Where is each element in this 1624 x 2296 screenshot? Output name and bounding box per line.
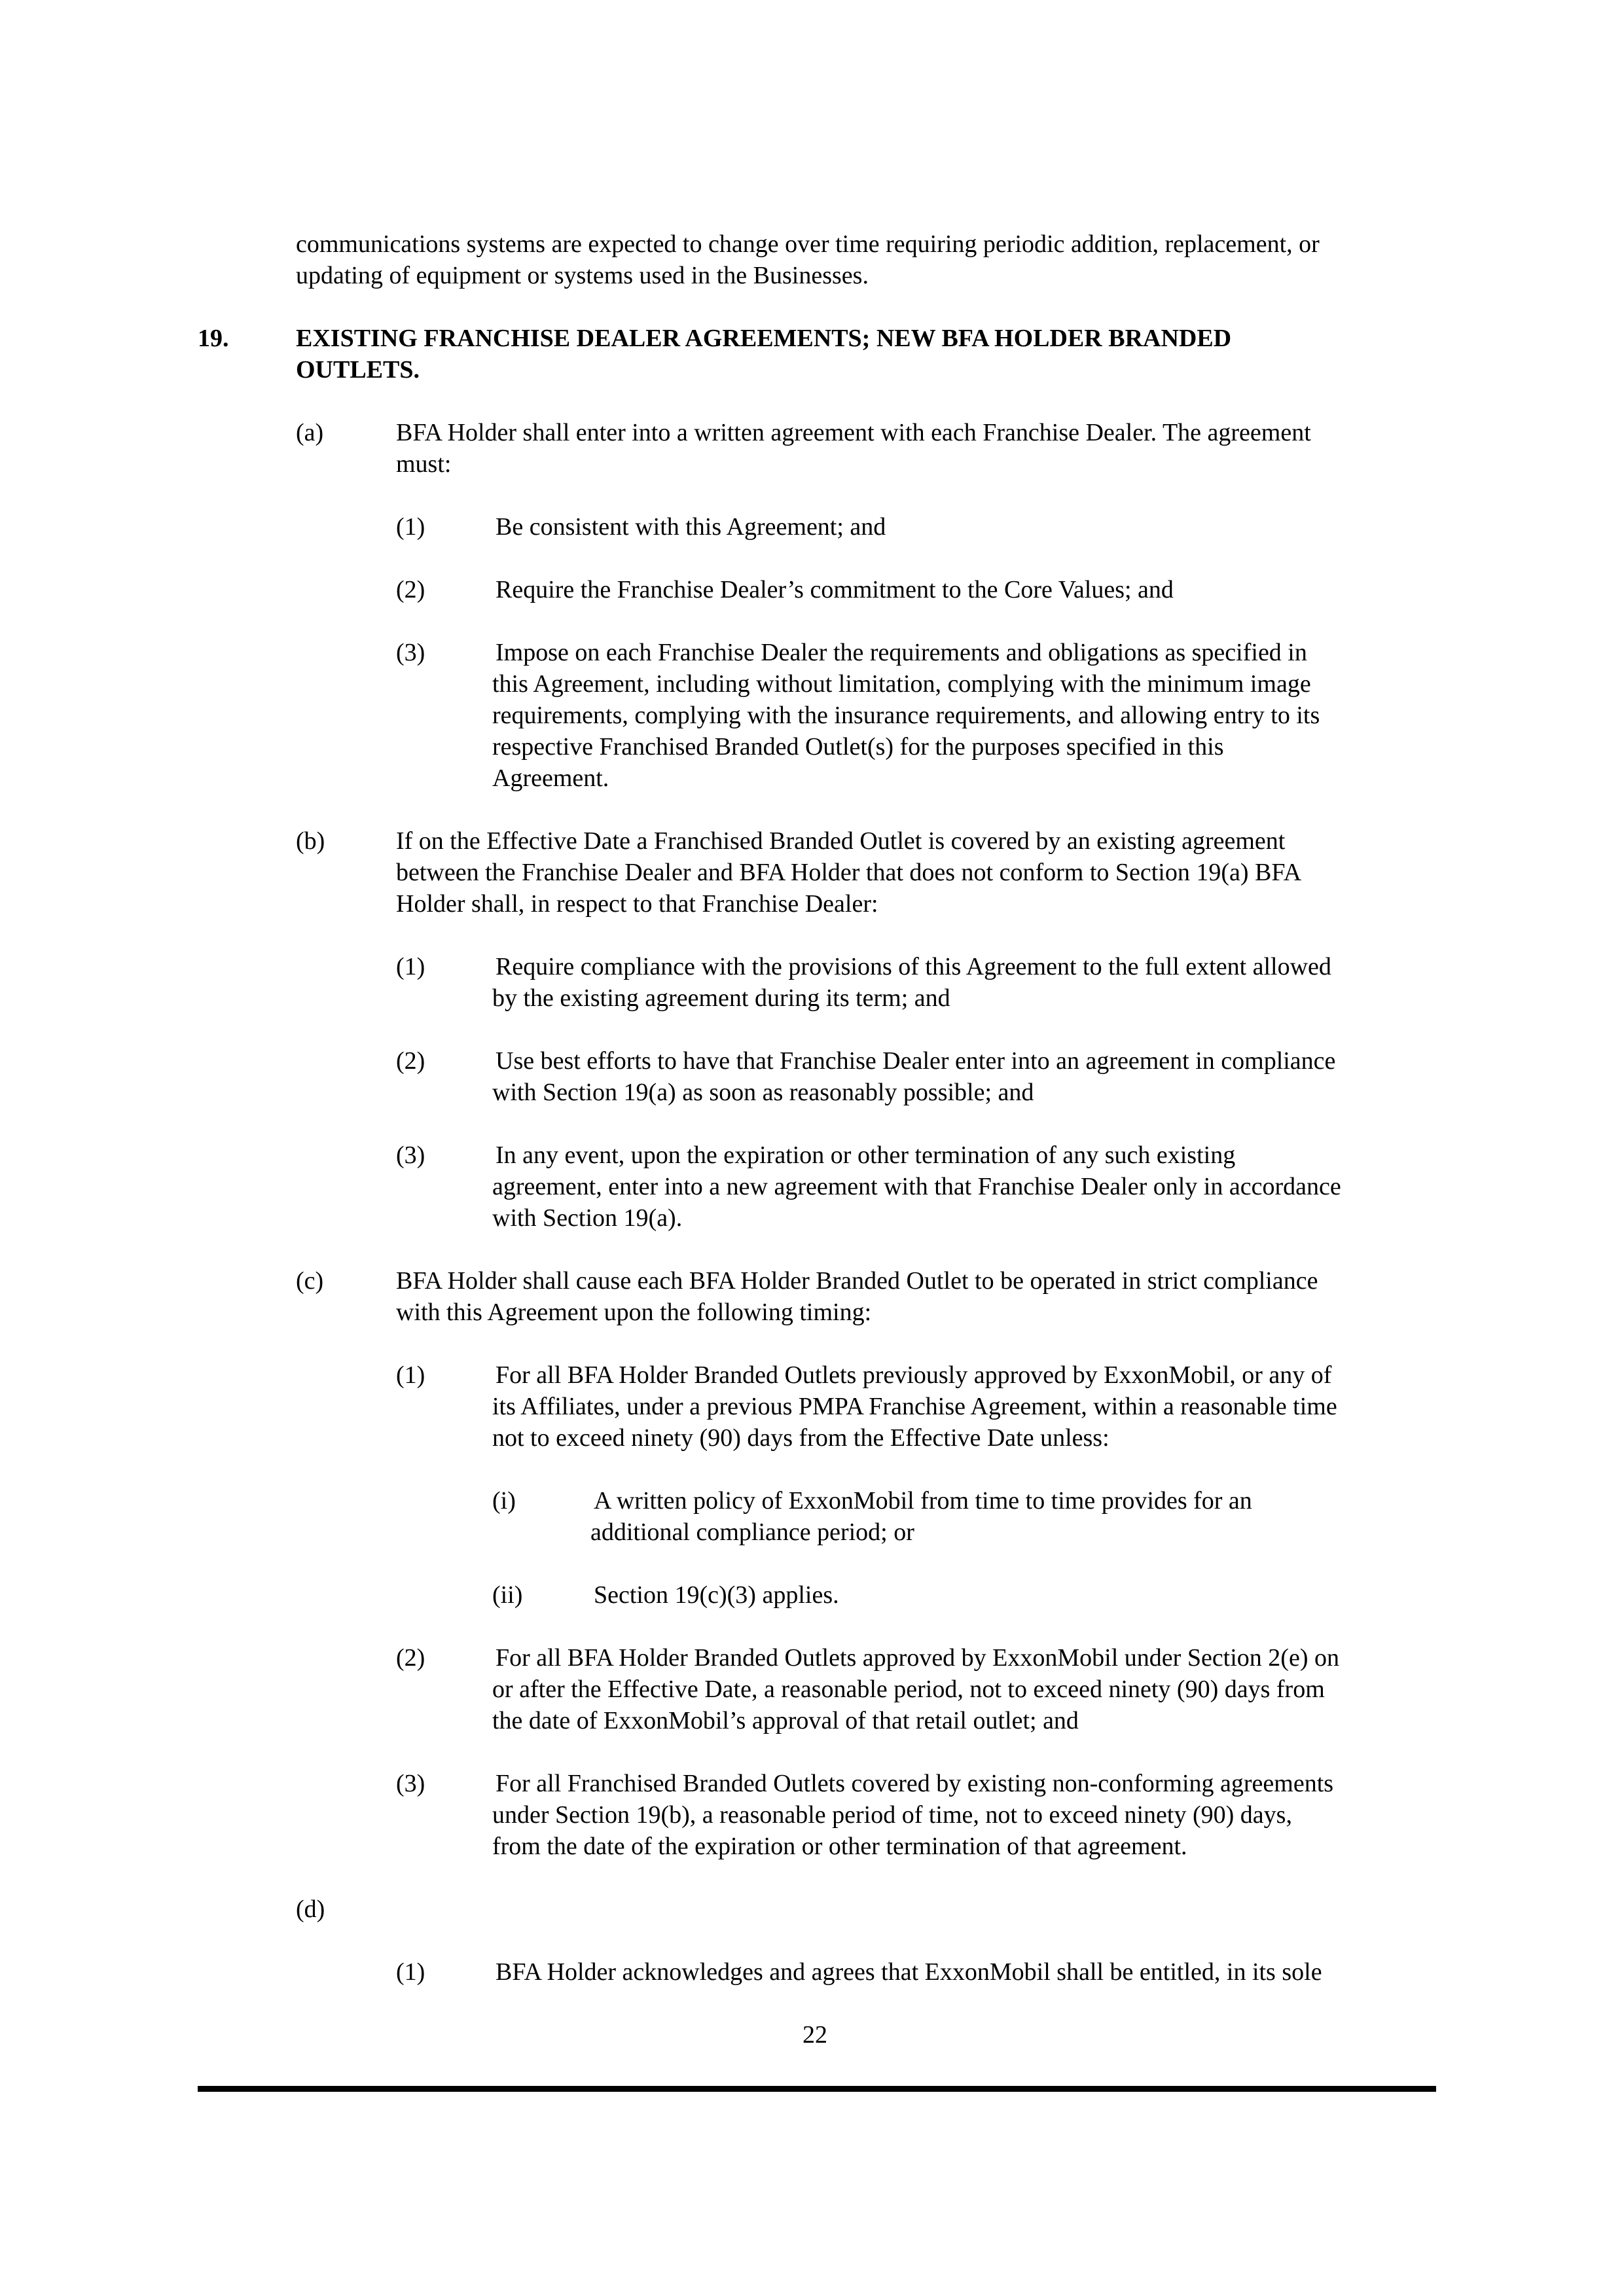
clause-text-line: BFA Holder shall cause each BFA Holder Branded Outlet to be operated in strict compliance <box>396 1267 1318 1295</box>
subitem-label: (ii) <box>492 1581 523 1609</box>
item-text-line: the date of ExxonMobil’s approval of that retail outlet; and <box>492 1707 1079 1734</box>
clause-text-line: Holder shall, in respect to that Franchise Dealer: <box>396 890 878 918</box>
item-text-line: requirements, complying with the insurance requirements, and allowing entry to its <box>492 702 1320 729</box>
subitem-text-line: additional compliance period; or <box>590 1518 914 1546</box>
item-label: (2) <box>396 1644 425 1672</box>
item-text-line: For all Franchised Branded Outlets covered by existing non-conforming agreements <box>496 1770 1334 1797</box>
body-text-line: communications systems are expected to change over time requiring periodic addition, replacement, or <box>296 230 1320 258</box>
item-label: (2) <box>396 576 425 603</box>
clause-text-line: between the Franchise Dealer and BFA Holder that does not conform to Section 19(a) BFA <box>396 859 1302 886</box>
clause-text-line: with this Agreement upon the following timing: <box>396 1299 872 1326</box>
body-text-line: updating of equipment or systems used in the Businesses. <box>296 262 869 289</box>
item-text-line: In any event, upon the expiration or other termination of any such existing <box>496 1141 1236 1169</box>
item-text-line: Require compliance with the provisions of this Agreement to the full extent allowed <box>496 953 1331 980</box>
item-text-line: not to exceed ninety (90) days from the Effective Date unless: <box>492 1424 1110 1452</box>
item-text-line: For all BFA Holder Branded Outlets previously approved by ExxonMobil, or any of <box>496 1361 1332 1389</box>
item-label: (1) <box>396 1361 425 1389</box>
item-text-line: Be consistent with this Agreement; and <box>496 513 886 541</box>
item-text-line: this Agreement, including without limitation, complying with the minimum image <box>492 670 1311 698</box>
clause-label: (a) <box>296 419 324 446</box>
section-number: 19. <box>198 325 229 352</box>
section-heading: EXISTING FRANCHISE DEALER AGREEMENTS; NEW BFA HOLDER BRANDED <box>296 325 1232 352</box>
footer-rule <box>198 2086 1436 2092</box>
item-label: (2) <box>396 1047 425 1075</box>
item-text-line: Require the Franchise Dealer’s commitment to the Core Values; and <box>496 576 1174 603</box>
item-text-line: under Section 19(b), a reasonable period of time, not to exceed ninety (90) days, <box>492 1801 1292 1829</box>
item-label: (3) <box>396 1770 425 1797</box>
item-label: (3) <box>396 639 425 666</box>
item-label: (1) <box>396 513 425 541</box>
item-text-line: BFA Holder acknowledges and agrees that ExxonMobil shall be entitled, in its sole <box>496 1958 1322 1986</box>
page-number: 22 <box>803 2021 827 2049</box>
item-label: (1) <box>396 1958 425 1986</box>
item-text-line: from the date of the expiration or other termination of that agreement. <box>492 1833 1187 1860</box>
item-text-line: with Section 19(a) as soon as reasonably possible; and <box>492 1079 1034 1106</box>
subitem-label: (i) <box>492 1487 516 1515</box>
clause-label: (c) <box>296 1267 324 1295</box>
item-text-line: respective Franchised Branded Outlet(s) for the purposes specified in this <box>492 733 1224 761</box>
item-text-line: or after the Effective Date, a reasonable period, not to exceed ninety (90) days from <box>492 1676 1325 1703</box>
item-text-line: with Section 19(a). <box>492 1204 683 1232</box>
clause-text-line: must: <box>396 450 452 478</box>
item-text-line: agreement, enter into a new agreement with that Franchise Dealer only in accordance <box>492 1173 1341 1200</box>
item-text-line: Use best efforts to have that Franchise Dealer enter into an agreement in compliance <box>496 1047 1336 1075</box>
subitem-text-line: A written policy of ExxonMobil from time to time provides for an <box>594 1487 1252 1515</box>
item-text-line: its Affiliates, under a previous PMPA Franchise Agreement, within a reasonable time <box>492 1393 1337 1420</box>
item-text-line: For all BFA Holder Branded Outlets approved by ExxonMobil under Section 2(e) on <box>496 1644 1339 1672</box>
item-text-line: Agreement. <box>492 764 609 792</box>
clause-label: (d) <box>296 1895 325 1923</box>
item-label: (3) <box>396 1141 425 1169</box>
clause-text-line: If on the Effective Date a Franchised Branded Outlet is covered by an existing agreement <box>396 827 1286 855</box>
subitem-text-line: Section 19(c)(3) applies. <box>594 1581 839 1609</box>
section-heading: OUTLETS. <box>296 356 420 384</box>
clause-label: (b) <box>296 827 325 855</box>
item-text-line: by the existing agreement during its term; and <box>492 984 950 1012</box>
item-label: (1) <box>396 953 425 980</box>
clause-text-line: BFA Holder shall enter into a written agreement with each Franchise Dealer. The agreement <box>396 419 1311 446</box>
item-text-line: Impose on each Franchise Dealer the requirements and obligations as specified in <box>496 639 1307 666</box>
